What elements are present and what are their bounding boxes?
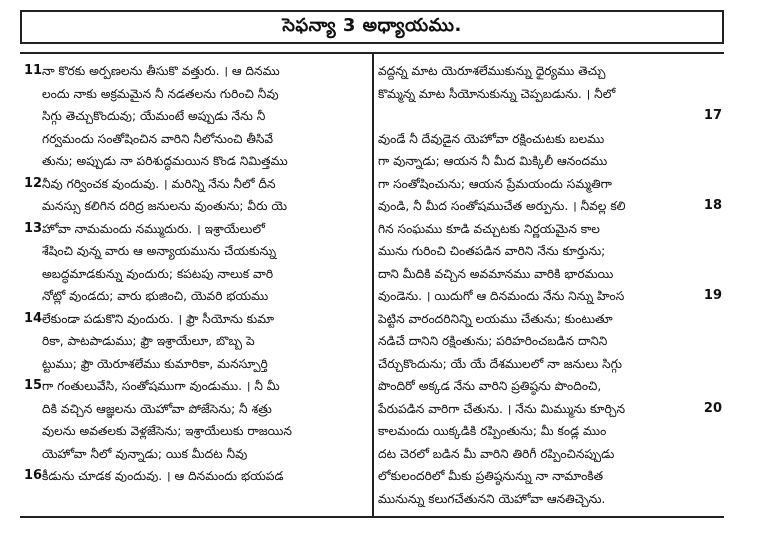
verse-number: 20: [703, 400, 722, 416]
text-line: [378, 218, 724, 241]
text-line: [24, 285, 368, 308]
line-text: తును; అప్పుడు నా పరిశుద్ధమయిన కొండ నిమిత్తము: [42, 154, 288, 168]
text-line: [24, 263, 368, 286]
line-text: నీవు గర్వించక వుందువు. । మరిన్ని నేను నీలో దీన: [42, 176, 276, 191]
line-text: గిన సంఘము కూడి వచ్చుటకు నిర్ణయమైన కాల: [378, 221, 600, 236]
line-text: దట చెరలో బడిన మీ వారిని తిరిగీ రప్పించినప్పుడు: [378, 446, 615, 461]
line-text: కాలమందు యిక్కడికి రప్పింతును; మీ కండ్ల ముం: [378, 424, 607, 438]
line-text: వద్దన్న మాట యెరూశలేముకున్ను ధైర్యము తెచ్చు: [378, 64, 606, 78]
text-line: [24, 128, 368, 151]
text-line: [24, 443, 368, 466]
line-text: వుండెను. । యిదుగో ఆ దినమందు నేను నిన్ను హింస: [378, 289, 625, 303]
column-divider: [372, 54, 374, 516]
text-line: [378, 353, 724, 376]
text-line: [378, 195, 724, 218]
text-line: [24, 195, 368, 218]
text-line: [24, 218, 368, 241]
line-text: పెట్టిన వారందరినిన్ని లయము చేతును; కుంటుతూ: [378, 311, 613, 326]
chapter-header-box: [20, 10, 724, 44]
text-line: [378, 465, 724, 488]
text-line: [24, 330, 368, 353]
text-line: [378, 173, 724, 196]
line-text: మునున్ను కలుగచేతునని యెహోవా ఆనతిచ్చెను.: [378, 491, 606, 506]
line-text: హోవా నామమందు నమ్ముదురు. । ఇశ్రాయేలులో: [42, 221, 265, 236]
line-text: చేర్చుకొందును; యే యే దేశములలో నా జనులు సిగ్గు: [378, 356, 622, 371]
line-text: వులను అవతలకు వెళ్లజేసెను; ఇశ్రాయేలుకు రాజయిన: [42, 424, 292, 438]
line-text: వుండి, నీ మీద సంతోషముచేత అర్పును. । నీవల్ల కలి: [378, 199, 626, 213]
text-line: [378, 330, 724, 353]
verse-number: 15: [24, 378, 43, 393]
line-text: గర్వమందు సంతోషించిన వారిని నీలోనుంచి తీసివే: [42, 131, 274, 146]
text-line: [24, 173, 368, 196]
text-line: [24, 465, 368, 488]
line-text: పేరుపడిన వారిగా చేతును. । నేను మిమ్మును కూర్చిన: [378, 401, 626, 416]
chapter-title: సెఫన్యా 3 అధ్యాయము.: [282, 14, 462, 36]
text-line: [24, 60, 368, 83]
verse-number: 14: [24, 310, 43, 326]
line-text: నోట్లో వుండదు; వారు భుజించి, యెవరి భయము: [42, 289, 269, 303]
text-line: [378, 128, 724, 151]
line-text: నా కొరకు అర్పణలను తీసుకొ వత్తురు. । ఆ దినము: [42, 64, 280, 78]
line-text: గా సంతోషించును; ఆయన ప్రేమయందు సమ్మతిగా: [378, 176, 612, 191]
line-text: రికా, పాటపాడుము; ఫ్రౌ ఇశ్రాయేలూ, బొబ్బ పె: [42, 334, 255, 348]
right-column: [378, 60, 724, 510]
bottom-rule: [20, 516, 724, 518]
line-text: లేకుండా పడుకొని వుందురు. । ఫ్రౌ సీయోను కుమా: [42, 311, 275, 326]
verse-number: 17: [703, 108, 722, 123]
text-line: [24, 398, 368, 421]
text-line: [378, 375, 724, 398]
line-text: మనస్సు కలిగిన దరిద్ర జనులను వుంతును; వీరు యె: [42, 199, 288, 213]
text-line: [24, 105, 368, 128]
line-text: కీడును చూడక వుందువు. । ఆ దినమందు భయపడ: [42, 469, 284, 483]
line-text: దాని మీదికి వచ్చిన అవమానము వారికి భారమయి: [378, 266, 614, 281]
text-line: [24, 150, 368, 173]
text-line: [378, 105, 724, 128]
text-line: [378, 240, 724, 263]
text-line: [24, 375, 368, 398]
text-line: [24, 240, 368, 263]
line-text: యెహోవా నీలో వున్నాడు; యిక మీదట నీవు: [42, 446, 248, 461]
line-text: గా గంతులువేసి, సంతోషముగా వుండుము. । నీ మీ: [42, 379, 280, 393]
line-text: లోకులందరిలో మీకు ప్రతిష్ఠనున్ను నా నామాంకిత: [378, 469, 604, 483]
line-text: వుండే నీ దేవుడైన యెహోవా రక్షించుటకు బలము: [378, 131, 605, 146]
line-text: అబద్ధమాడకున్ను వుందురు; కపటపు నాలుక వారి: [42, 266, 274, 281]
text-line: [378, 83, 724, 106]
verse-number: 19: [703, 288, 722, 303]
verse-number: 16: [24, 468, 43, 483]
line-text: నడిచే దానిని రక్షింతును; పరిహరించబడిన దానిని: [378, 334, 608, 348]
line-text: కొమ్మన్న మాట సీయోనుకున్ను చెప్పబడును. । నీలో: [378, 86, 616, 101]
text-line: [378, 263, 724, 286]
line-text: పొందిరో అక్కడ నేను వారిని ప్రతిష్ఠను పొందించి,: [378, 379, 602, 393]
text-line: [378, 488, 724, 511]
line-text: మును గురించి చింతపడిన వారిని నేను కూర్తును;: [378, 244, 606, 258]
text-line: [378, 285, 724, 308]
text-line: [24, 308, 368, 331]
verse-number: 13: [24, 220, 43, 236]
left-column: [24, 60, 368, 488]
line-text: ట్టుము; ఫ్రౌ యెరూశలేము కుమారికా, మనస్పూర్తి: [42, 356, 268, 371]
scripture-page: [4, 2, 754, 530]
text-line: [378, 150, 724, 173]
verse-number: 11: [24, 63, 43, 78]
line-text: దికి వచ్చిన ఆజ్ఞలను యెహోవా పోజేసెను; నీ శత్రు: [42, 401, 272, 416]
text-line: [24, 83, 368, 106]
line-text: సిగ్గు తెచ్చుకొందువు; యేమంటే అప్పుడు నేను నీ: [42, 109, 266, 123]
text-line: [378, 420, 724, 443]
line-text: గా వున్నాడు; ఆయన నీ మీద మిక్కిలీ ఆనందము: [378, 154, 608, 168]
text-line: [378, 60, 724, 83]
text-line: [378, 308, 724, 331]
text-line: [378, 443, 724, 466]
line-text: శేషించి వున్న వారు ఆ అన్యాయమును చేయకున్ను: [42, 244, 277, 258]
line-text: లందు నాకు అక్రమమైన నీ నడతలను గురించి నీవు: [42, 86, 279, 101]
text-line: [24, 353, 368, 376]
verse-number: 18: [703, 198, 722, 213]
text-line: [24, 420, 368, 443]
text-line: [378, 398, 724, 421]
verse-number: 12: [24, 175, 43, 191]
